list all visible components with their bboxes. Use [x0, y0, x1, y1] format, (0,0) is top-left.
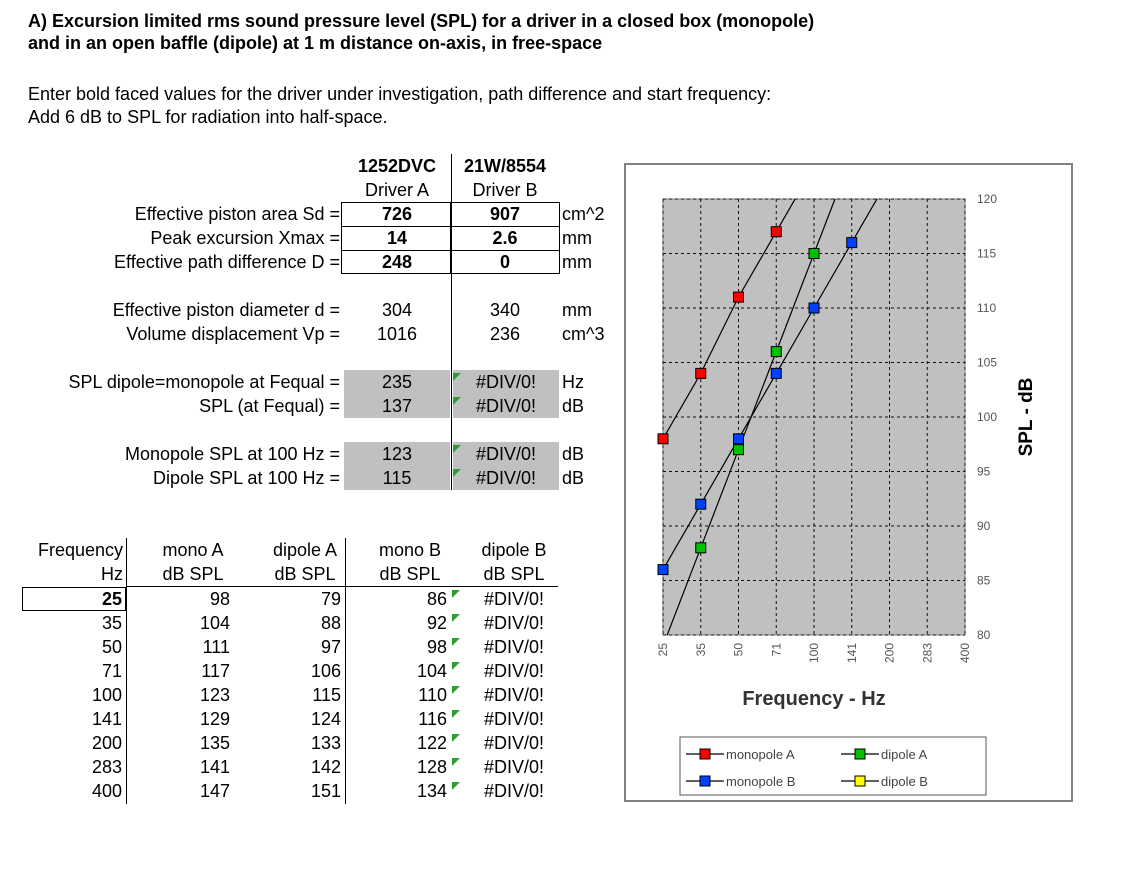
column-header-mono-b: dB SPL [379, 564, 441, 584]
table-column-divider [126, 538, 127, 804]
fequal-spl-b: #DIV/0! [475, 396, 537, 416]
error-indicator-icon [453, 469, 461, 477]
legend-label: dipole B [881, 774, 928, 789]
x-tick-label: 283 [920, 643, 935, 664]
y-tick-label: 100 [977, 410, 998, 424]
table-cell-dipole-b: #DIV/0! [483, 757, 545, 777]
param-xmax-unit: mm [562, 228, 592, 248]
table-cell-dipole-b: #DIV/0! [483, 661, 545, 681]
fequal-frequency-b: #DIV/0! [475, 372, 537, 392]
page-title [28, 10, 814, 54]
y-tick-label: 110 [977, 301, 997, 315]
table-cell-mono-b: 134 [416, 781, 447, 801]
fequal-spl-unit: dB [562, 396, 585, 416]
table-cell-mono-b: 116 [418, 709, 447, 729]
table-cell-dipole-b: #DIV/0! [483, 733, 545, 753]
column-header-dipole-a: dipole A [272, 540, 338, 560]
instructions [28, 83, 771, 129]
table-column-divider [345, 538, 346, 804]
column-header-dipole-b: dipole B [481, 540, 547, 560]
title-line-1: A) Excursion limited rms sound pressure level (SPL) for a driver in a closed box (monopole) [28, 11, 815, 31]
series-monopole-a-legend-marker [700, 749, 710, 759]
derived-volume-unit: cm^3 [562, 324, 605, 344]
table-cell-mono-a: 111 [202, 637, 230, 657]
series-monopole-b-marker [809, 303, 819, 313]
driver-b-model: 21W/8554 [463, 156, 547, 176]
derived-label-diameter: Effective piston diameter d = [112, 300, 340, 320]
at100-monopole-unit: dB [562, 444, 585, 464]
error-indicator-icon [452, 782, 460, 790]
x-tick-label: 400 [958, 643, 972, 664]
table-cell-mono-a: 117 [201, 661, 230, 681]
series-monopole-b-marker [696, 499, 706, 509]
column-header-frequency: Hz [101, 564, 123, 584]
fequal-label-frequency: SPL dipole=monopole at Fequal = [68, 372, 340, 392]
derived-label-volume: Volume displacement Vp = [126, 324, 340, 344]
y-tick-label: 95 [977, 464, 991, 479]
table-cell-dipole-b: #DIV/0! [483, 685, 545, 705]
column-header-frequency: Frequency [37, 540, 123, 560]
driver-b-label: Driver B [472, 180, 538, 200]
table-cell-frequency: 25 [101, 589, 122, 609]
error-indicator-icon [453, 445, 461, 453]
at100-monopole-b: #DIV/0! [475, 444, 537, 464]
table-cell-mono-b: 98 [426, 637, 447, 657]
table-cell-mono-a: 104 [199, 613, 230, 633]
column-header-dipole-a: dB SPL [274, 564, 336, 584]
series-monopole-a-marker [734, 292, 744, 302]
table-cell-dipole-a: 124 [310, 709, 341, 729]
table-cell-mono-b: 128 [416, 757, 447, 777]
at100-dipole-unit: dB [562, 468, 585, 488]
table-cell-frequency: 50 [101, 637, 122, 657]
table-cell-frequency: 71 [101, 661, 122, 681]
error-indicator-icon [452, 662, 460, 670]
param-xmax-b[interactable]: 2.6 [492, 228, 518, 248]
series-monopole-b-marker [734, 434, 744, 444]
at100-dipole-a: 115 [382, 468, 412, 488]
table-cell-mono-b: 86 [426, 589, 447, 609]
error-indicator-icon [452, 710, 460, 718]
legend-label: monopole A [726, 747, 795, 762]
table-cell-dipole-a: 142 [310, 757, 341, 777]
y-tick-label: 120 [977, 192, 998, 206]
table-cell-frequency: 35 [101, 613, 122, 633]
at100-dipole-b: #DIV/0! [475, 468, 537, 488]
y-tick-label: 85 [977, 573, 991, 588]
table-cell-dipole-a: 115 [312, 685, 341, 705]
title-line-2: and in an open baffle (dipole) at 1 m distance on-axis, in free-space [28, 33, 603, 53]
fequal-frequency-unit: Hz [562, 372, 584, 392]
table-cell-frequency: 100 [91, 685, 122, 705]
series-monopole-b-marker [658, 565, 668, 575]
derived-diameter-a: 304 [381, 300, 413, 320]
table-cell-mono-b: 110 [418, 685, 447, 705]
param-label-path: Effective path difference D = [114, 252, 340, 272]
spl-chart-svg [626, 165, 1071, 800]
table-cell-dipole-a: 133 [310, 733, 341, 753]
column-header-mono-a: dB SPL [162, 564, 224, 584]
table-cell-mono-a: 129 [199, 709, 230, 729]
instructions-line-1: Enter bold faced values for the driver under investigation, path difference and start frequency: [28, 84, 772, 104]
y-tick-label: 90 [977, 519, 991, 533]
error-indicator-icon [452, 590, 460, 598]
x-tick-label: 141 [844, 643, 859, 664]
series-dipole-b-legend-marker [855, 776, 865, 786]
table-cell-dipole-b: #DIV/0! [483, 637, 545, 657]
y-tick-label: 115 [977, 246, 997, 261]
fequal-label-spl: SPL (at Fequal) = [199, 396, 340, 416]
x-tick-label: 200 [882, 643, 897, 664]
fequal-spl-a: 137 [381, 396, 413, 416]
table-header-rule [126, 586, 558, 587]
table-cell-dipole-b: #DIV/0! [483, 709, 545, 729]
series-dipole-a-marker [696, 543, 706, 553]
legend-label: monopole B [726, 774, 796, 789]
table-cell-mono-a: 123 [199, 685, 230, 705]
table-cell-dipole-a: 106 [310, 661, 341, 681]
spl-chart [624, 163, 1073, 802]
series-monopole-a-marker [658, 434, 668, 444]
y-tick-label: 80 [977, 628, 991, 642]
y-tick-label: 105 [977, 355, 998, 370]
table-cell-mono-a: 141 [199, 757, 230, 777]
input-box-b [451, 202, 560, 274]
column-header-mono-a: mono A [162, 540, 224, 560]
table-cell-dipole-a: 97 [320, 637, 341, 657]
table-cell-frequency: 200 [91, 733, 122, 753]
x-tick-label: 25 [656, 643, 670, 657]
table-cell-mono-b: 122 [416, 733, 447, 753]
derived-diameter-b: 340 [489, 300, 521, 320]
error-indicator-icon [452, 614, 460, 622]
table-cell-frequency: 400 [91, 781, 122, 801]
at100-label-dipole: Dipole SPL at 100 Hz = [153, 468, 340, 488]
param-path-b[interactable]: 0 [499, 252, 510, 272]
error-indicator-icon [453, 397, 461, 405]
driver-column-divider [451, 154, 452, 490]
at100-label-monopole: Monopole SPL at 100 Hz = [125, 444, 340, 464]
table-cell-dipole-b: #DIV/0! [483, 781, 545, 801]
driver-a-label: Driver A [364, 180, 429, 200]
table-cell-dipole-b: #DIV/0! [483, 613, 545, 633]
error-indicator-icon [452, 734, 460, 742]
table-cell-mono-a: 98 [209, 589, 230, 609]
x-axis-title: Frequency - Hz [742, 688, 886, 710]
table-cell-dipole-a: 79 [320, 589, 341, 609]
param-sd-b[interactable]: 907 [489, 204, 521, 224]
table-cell-mono-b: 92 [426, 613, 447, 633]
column-header-mono-b: mono B [378, 540, 442, 560]
derived-volume-a: 1016 [376, 324, 418, 344]
derived-volume-b: 236 [489, 324, 521, 344]
error-indicator-icon [452, 638, 460, 646]
derived-diameter-unit: mm [562, 300, 592, 320]
error-indicator-icon [452, 758, 460, 766]
start-frequency-cell[interactable] [22, 587, 126, 611]
error-indicator-icon [453, 373, 461, 381]
error-indicator-icon [452, 686, 460, 694]
table-cell-frequency: 141 [91, 709, 122, 729]
driver-a-model: 1252DVC [357, 156, 437, 176]
input-box-a [341, 202, 451, 274]
x-tick-label: 100 [807, 643, 821, 664]
fequal-frequency-a: 235 [381, 372, 413, 392]
column-header-dipole-b: dB SPL [483, 564, 545, 584]
series-monopole-b-marker [771, 368, 781, 378]
series-dipole-a-marker [734, 445, 744, 455]
series-dipole-a-legend-marker [855, 749, 865, 759]
param-sd-unit: cm^2 [562, 204, 605, 224]
series-monopole-b-legend-marker [700, 776, 710, 786]
x-tick-label: 35 [693, 643, 708, 657]
y-axis-title: SPL - dB [1016, 377, 1037, 457]
table-cell-dipole-a: 151 [310, 781, 341, 801]
table-cell-mono-b: 104 [416, 661, 447, 681]
param-label-xmax: Peak excursion Xmax = [150, 228, 340, 248]
x-tick-label: 71 [769, 643, 784, 657]
table-cell-dipole-b: #DIV/0! [483, 589, 545, 609]
series-monopole-b-marker [847, 238, 857, 248]
table-cell-mono-a: 147 [199, 781, 230, 801]
series-monopole-a-marker [771, 227, 781, 237]
param-xmax-a[interactable]: 14 [386, 228, 408, 248]
x-tick-label: 50 [731, 643, 746, 657]
param-path-a[interactable]: 248 [381, 252, 413, 272]
param-path-unit: mm [562, 252, 592, 272]
legend-label: dipole A [881, 747, 928, 762]
series-dipole-a-marker [809, 249, 819, 259]
instructions-line-2: Add 6 dB to SPL for radiation into half-space. [28, 107, 388, 127]
table-cell-mono-a: 135 [199, 733, 230, 753]
param-sd-a[interactable]: 726 [381, 204, 413, 224]
param-label-sd: Effective piston area Sd = [134, 204, 340, 224]
series-dipole-a-marker [771, 347, 781, 357]
at100-monopole-a: 123 [381, 444, 413, 464]
table-cell-frequency: 283 [91, 757, 122, 777]
table-cell-dipole-a: 88 [320, 613, 341, 633]
series-monopole-a-marker [696, 368, 706, 378]
